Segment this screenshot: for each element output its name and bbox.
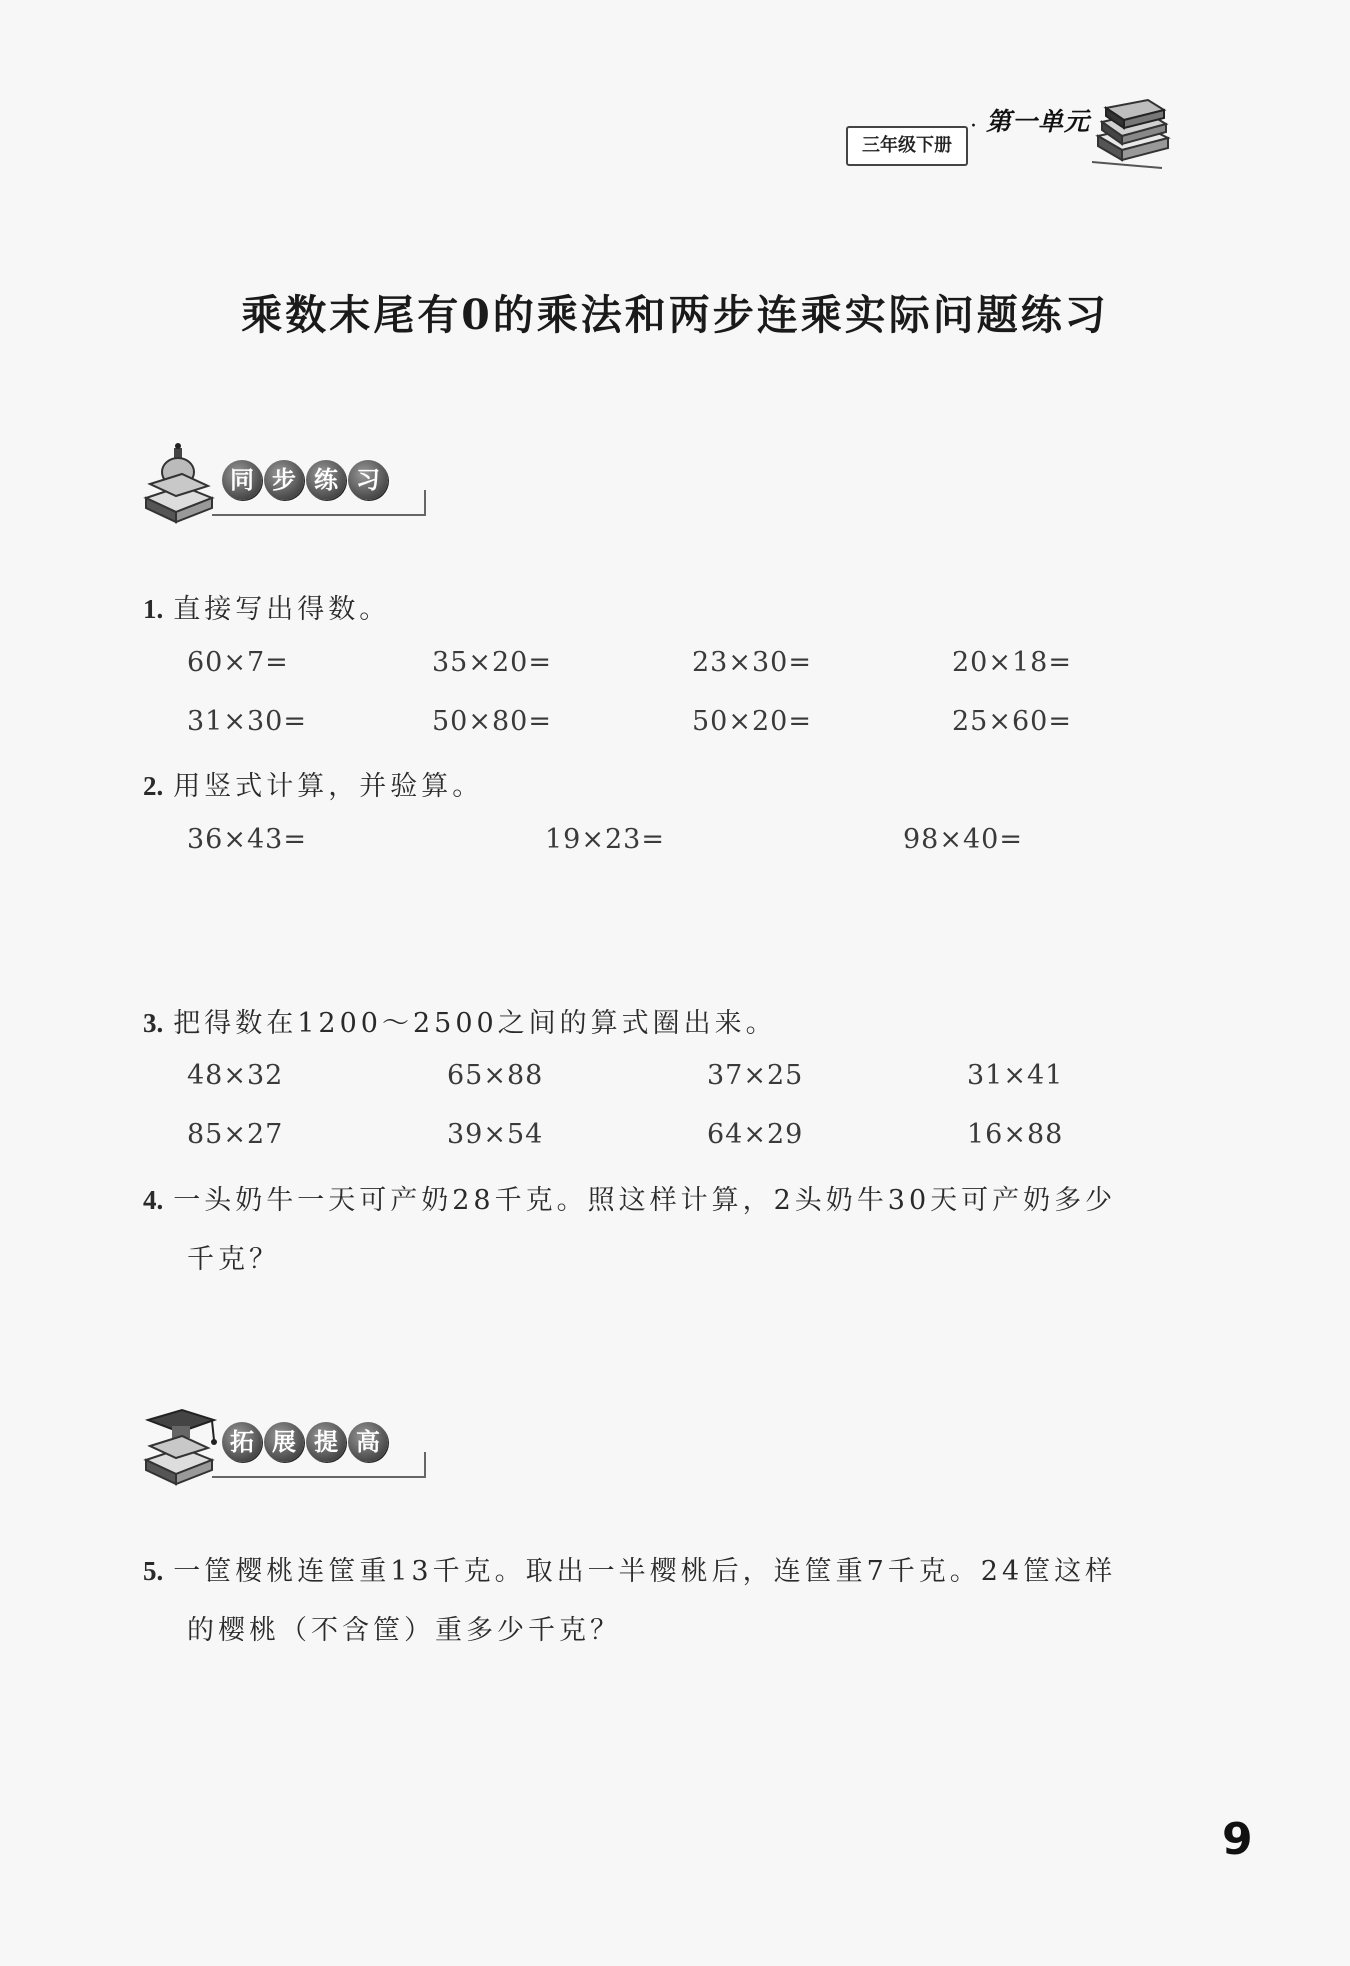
page-number: 9 [1222,1814,1253,1865]
question-4 [143,1178,1116,1217]
expression: 85×27 [187,1119,284,1150]
section-banner-extension [142,1404,432,1494]
expression: 65×88 [447,1060,544,1091]
banner-char: 同 [222,460,262,500]
section-banner-sync-practice [142,442,432,532]
question-number: 2. [143,771,164,801]
expression: 37×25 [707,1060,804,1091]
expression: 19×23= [545,824,665,855]
lamp-books-icon [142,442,220,532]
question-text: 一筐樱桃连筐重13千克。取出一半樱桃后，连筐重7千克。24筐这样 [173,1556,1117,1587]
banner-char: 拓 [222,1422,262,1462]
expression: 39×54 [447,1119,544,1150]
question-5-continued: 的樱桃（不含筐）重多少千克？ [187,1615,621,1646]
banner-title [222,460,388,500]
question-text: 一头奶牛一天可产奶28千克。照这样计算，2头奶牛30天可产奶多少 [173,1185,1117,1216]
expression: 50×20= [692,706,812,737]
question-text: 用竖式计算，并验算。 [173,771,484,802]
expression: 25×60= [952,706,1072,737]
banner-char: 习 [348,460,388,500]
banner-title [222,1422,388,1462]
expression: 31×30= [187,706,307,737]
unit-label: 第一单元 [986,107,1091,136]
books-icon [1092,96,1172,172]
question-number: 5. [143,1556,164,1586]
expression: 36×43= [187,824,307,855]
expression: 60×7= [187,647,289,678]
banner-char: 高 [348,1422,388,1462]
banner-char: 展 [264,1422,304,1462]
unit-header-badge [846,96,1176,172]
question-2 [143,764,483,803]
banner-char: 练 [306,460,346,500]
expression: 31×41 [967,1060,1064,1091]
question-3 [143,1001,777,1040]
question-text: 直接写出得数。 [173,594,391,625]
banner-char: 步 [264,460,304,500]
unit-dot: · [970,114,977,139]
graduation-cap-books-icon [142,1404,220,1494]
expression: 16×88 [967,1119,1064,1150]
question-5 [143,1549,1116,1588]
question-text: 把得数在1200～2500之间的算式圈出来。 [173,1008,777,1039]
expression: 64×29 [707,1119,804,1150]
expression: 50×80= [432,706,552,737]
question-number: 1. [143,594,164,624]
question-number: 3. [143,1008,164,1038]
expression: 23×30= [692,647,812,678]
expression: 35×20= [432,647,552,678]
grade-label: 三年级下册 [846,126,968,166]
expression: 98×40= [903,824,1023,855]
expression: 48×32 [187,1060,284,1091]
banner-char: 提 [306,1422,346,1462]
question-1 [143,587,390,626]
page-title: 乘数末尾有0的乘法和两步连乘实际问题练习 [241,291,1109,339]
question-number: 4. [143,1185,164,1215]
question-4-continued: 千克？ [187,1244,280,1275]
expression: 20×18= [952,647,1072,678]
